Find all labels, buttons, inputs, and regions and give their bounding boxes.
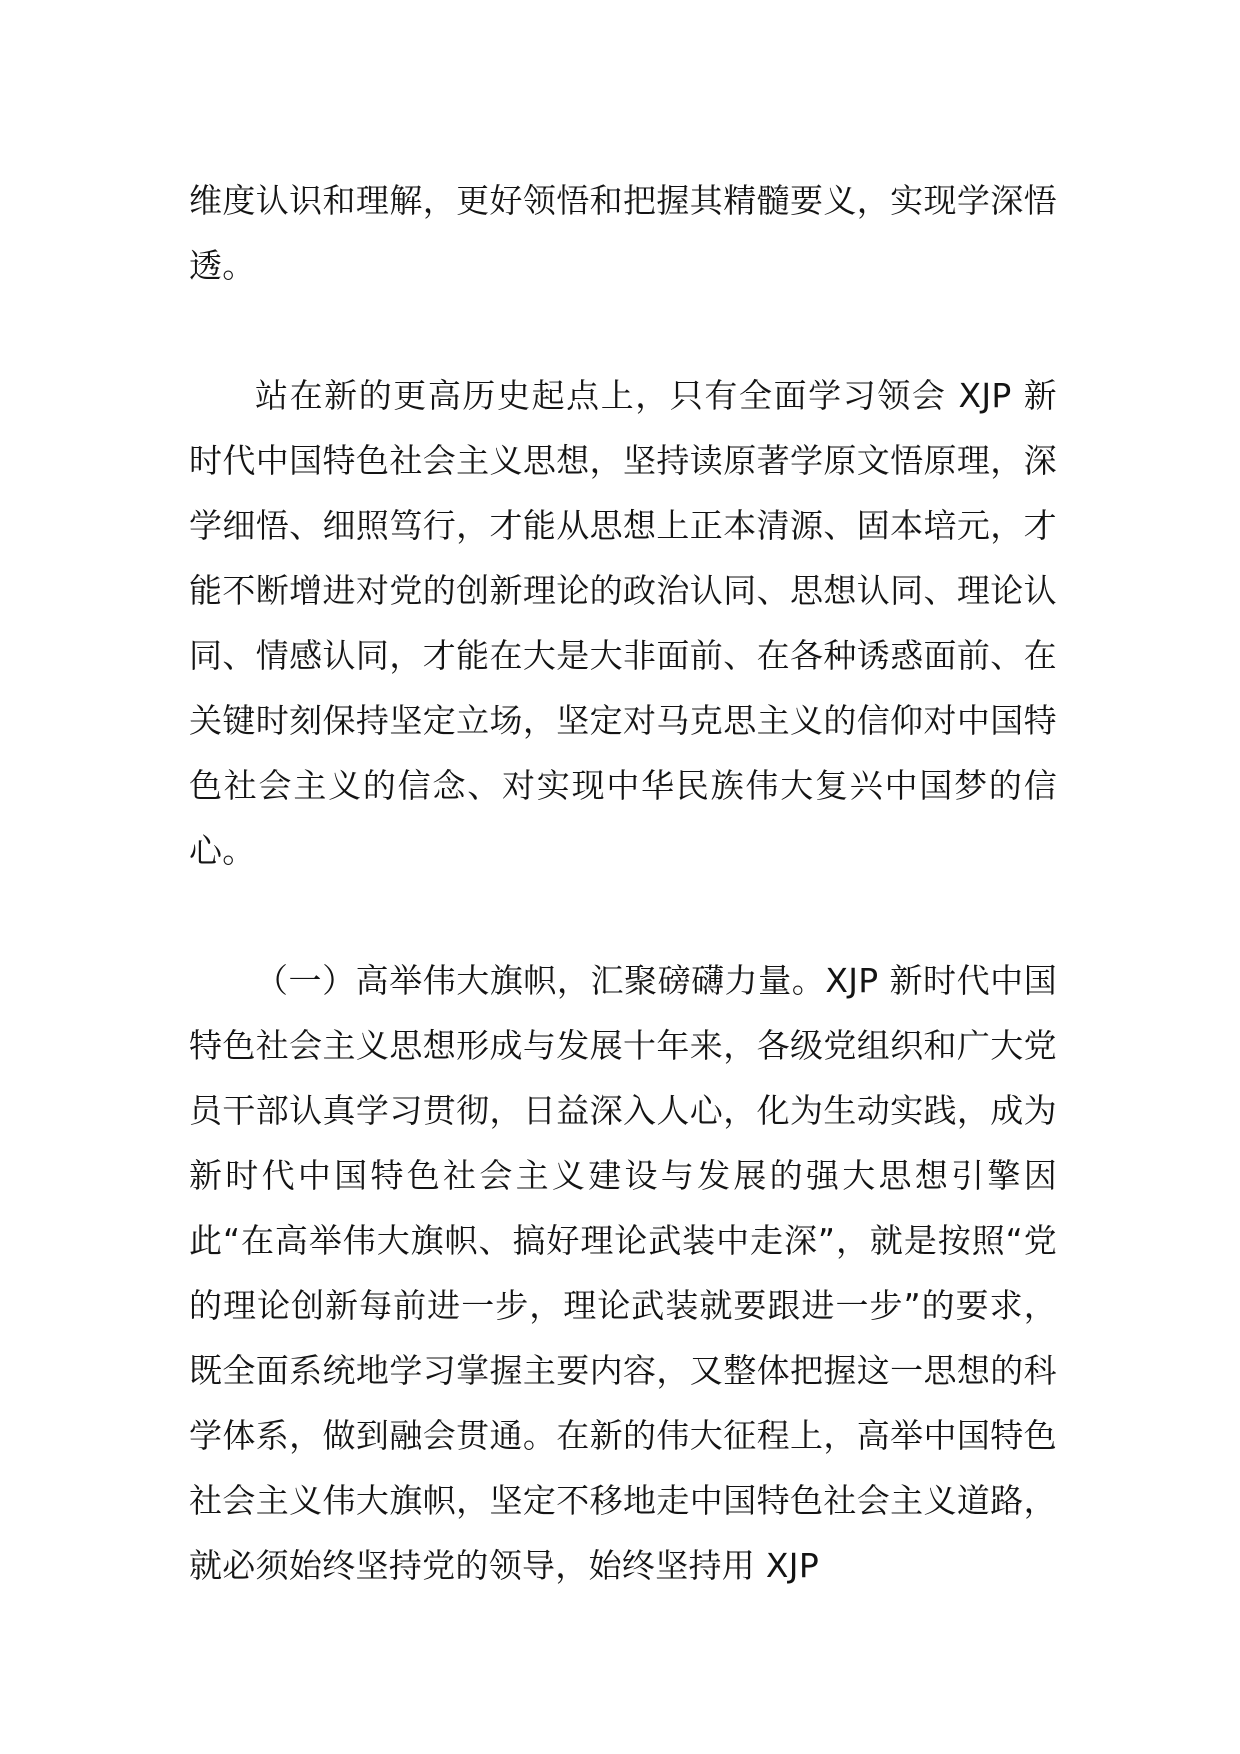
paragraph-section-one: （一）高举伟大旗帜，汇聚磅礴力量。XJP 新时代中国特色社会主义思想形成与发展十年来，各级党组织和广大党员干部认真学习贯彻，日益深入人心，化为生动实践，成为新时代中国特色社会主义建设与发展的强大思想引擎因此“在高举伟大旗帜、搞好理论武装中走深”，就是按照“党的理论创新每前进一步，理论武装就要跟进一步”的要求，既全面系统地学习掌握主要内容，又整体把握这一思想的科学体系，做到融会贯通。在新的伟大征程上，高举中国特色社会主义伟大旗帜，坚定不移地走中国特色社会主义道路，就必须始终坚持党的领导，始终坚持用 XJP (189, 961, 1057, 1585)
paragraph-spacer (189, 883, 1057, 948)
paragraph-continuation: 维度认识和理解，更好领悟和把握其精髓要义，实现学深悟透。 (189, 181, 1057, 285)
document-body (189, 168, 1057, 1598)
paragraph-spacer (189, 298, 1057, 363)
paragraph-historical-starting-point: 站在新的更高历史起点上，只有全面学习领会 XJP 新时代中国特色社会主义思想，坚持读原著学原文悟原理，深学细悟、细照笃行，才能从思想上正本清源、固本培元，才能不断增进对党的创新理论的政治认同、思想认同、理论认同、情感认同，才能在大是大非面前、在各种诱惑面前、在关键时刻保持坚定立场，坚定对马克思主义的信仰对中国特色社会主义的信念、对实现中华民族伟大复兴中国梦的信心。 (189, 376, 1057, 870)
